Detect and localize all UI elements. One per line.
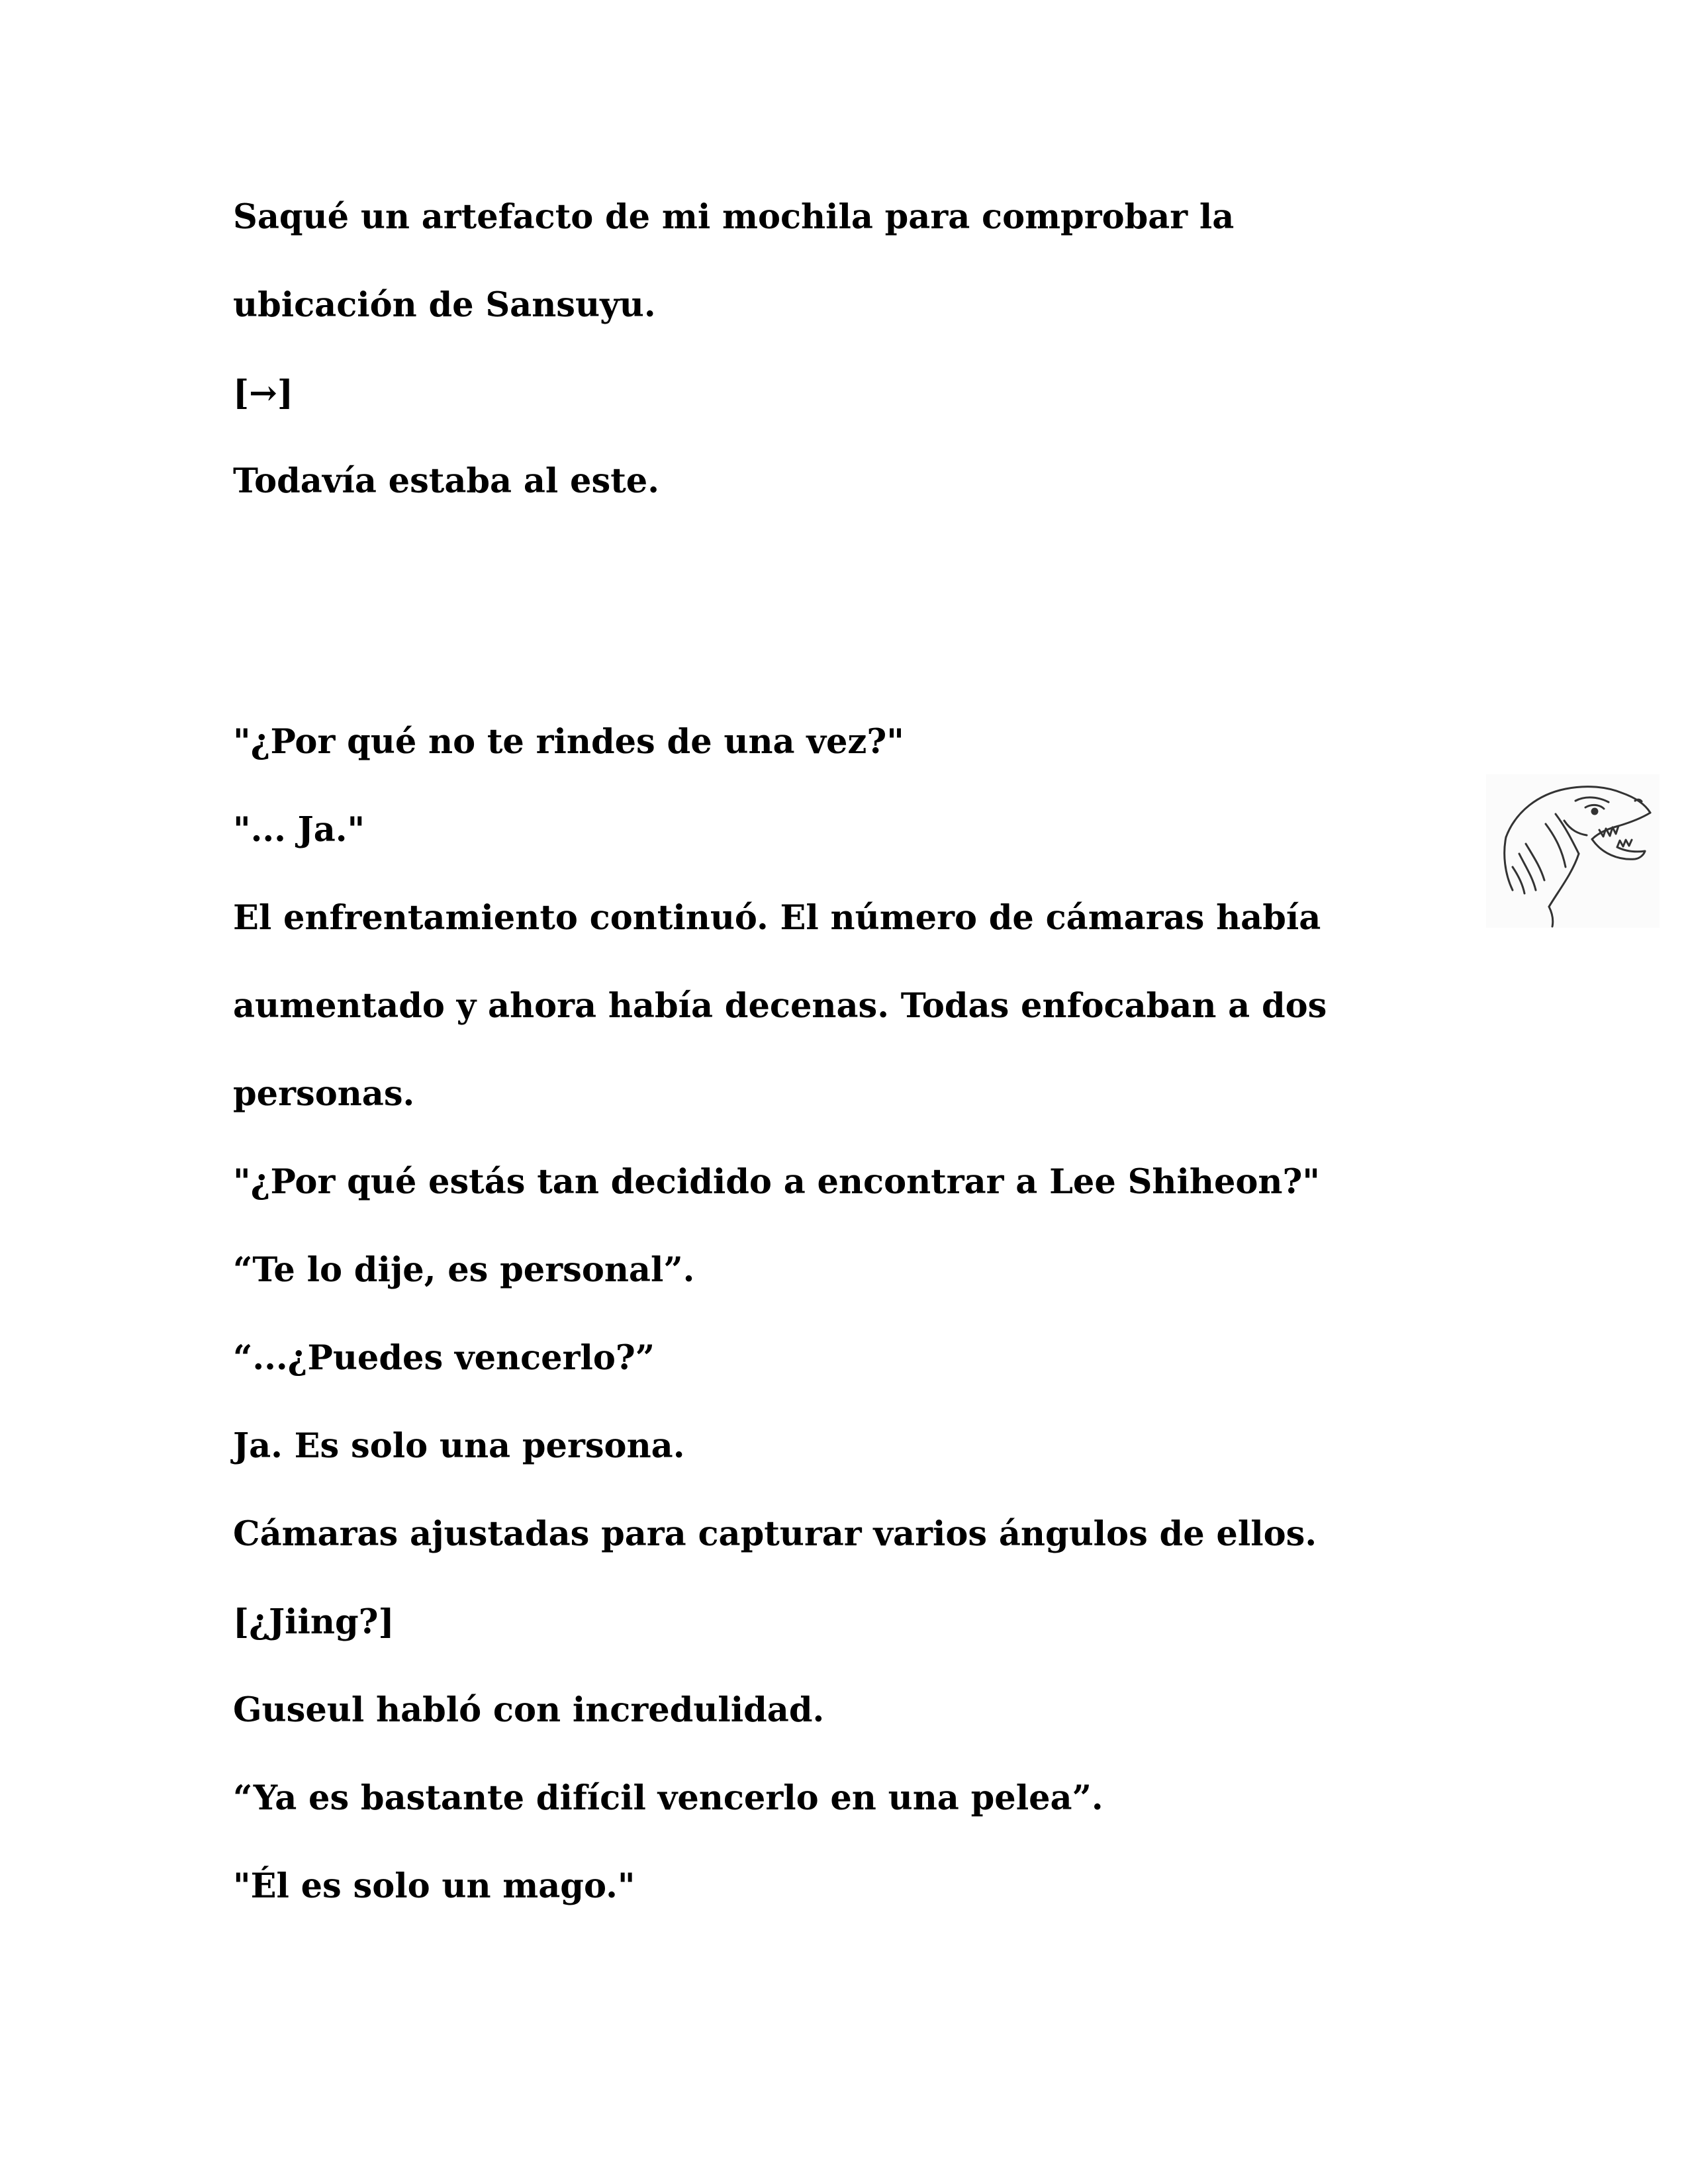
- paragraph-block-2: [233, 698, 1438, 1931]
- text-line: "¿Por qué no te rindes de una vez?": [233, 722, 904, 762]
- text-line: “...¿Puedes vencerlo?”: [233, 1338, 655, 1378]
- text-line: Ja. Es solo una persona.: [233, 1426, 685, 1466]
- text-line: “Te lo dije, es personal”.: [233, 1250, 695, 1290]
- text-line: personas.: [233, 1074, 415, 1114]
- text-line: "... Ja.": [233, 810, 365, 850]
- text-line: aumentado y ahora había decenas. Todas enfocaban a dos: [233, 986, 1327, 1026]
- text-line: "Él es solo un mago.": [233, 1866, 635, 1906]
- text-line: Todavía estaba al este.: [233, 461, 659, 501]
- text-line: [¿Jiing?]: [233, 1602, 395, 1642]
- text-line: "¿Por qué estás tan decidido a encontrar a Lee Shiheon?": [233, 1162, 1320, 1202]
- text-line: “Ya es bastante difícil vencerlo en una pelea”.: [233, 1778, 1103, 1818]
- dinosaur-head-sketch-icon: [1486, 774, 1660, 928]
- text-line: Guseul habló con incredulidad.: [233, 1690, 825, 1730]
- text-line: ubicación de Sansuyu.: [233, 285, 656, 325]
- text-line: [→]: [233, 373, 293, 413]
- text-line: El enfrentamiento continuó. El número de cámaras había: [233, 898, 1321, 938]
- text-line: Cámaras ajustadas para capturar varios ángulos de ellos.: [233, 1514, 1317, 1554]
- paragraph-block-1: [233, 173, 1438, 525]
- text-line: Saqué un artefacto de mi mochila para comprobar la: [233, 197, 1235, 237]
